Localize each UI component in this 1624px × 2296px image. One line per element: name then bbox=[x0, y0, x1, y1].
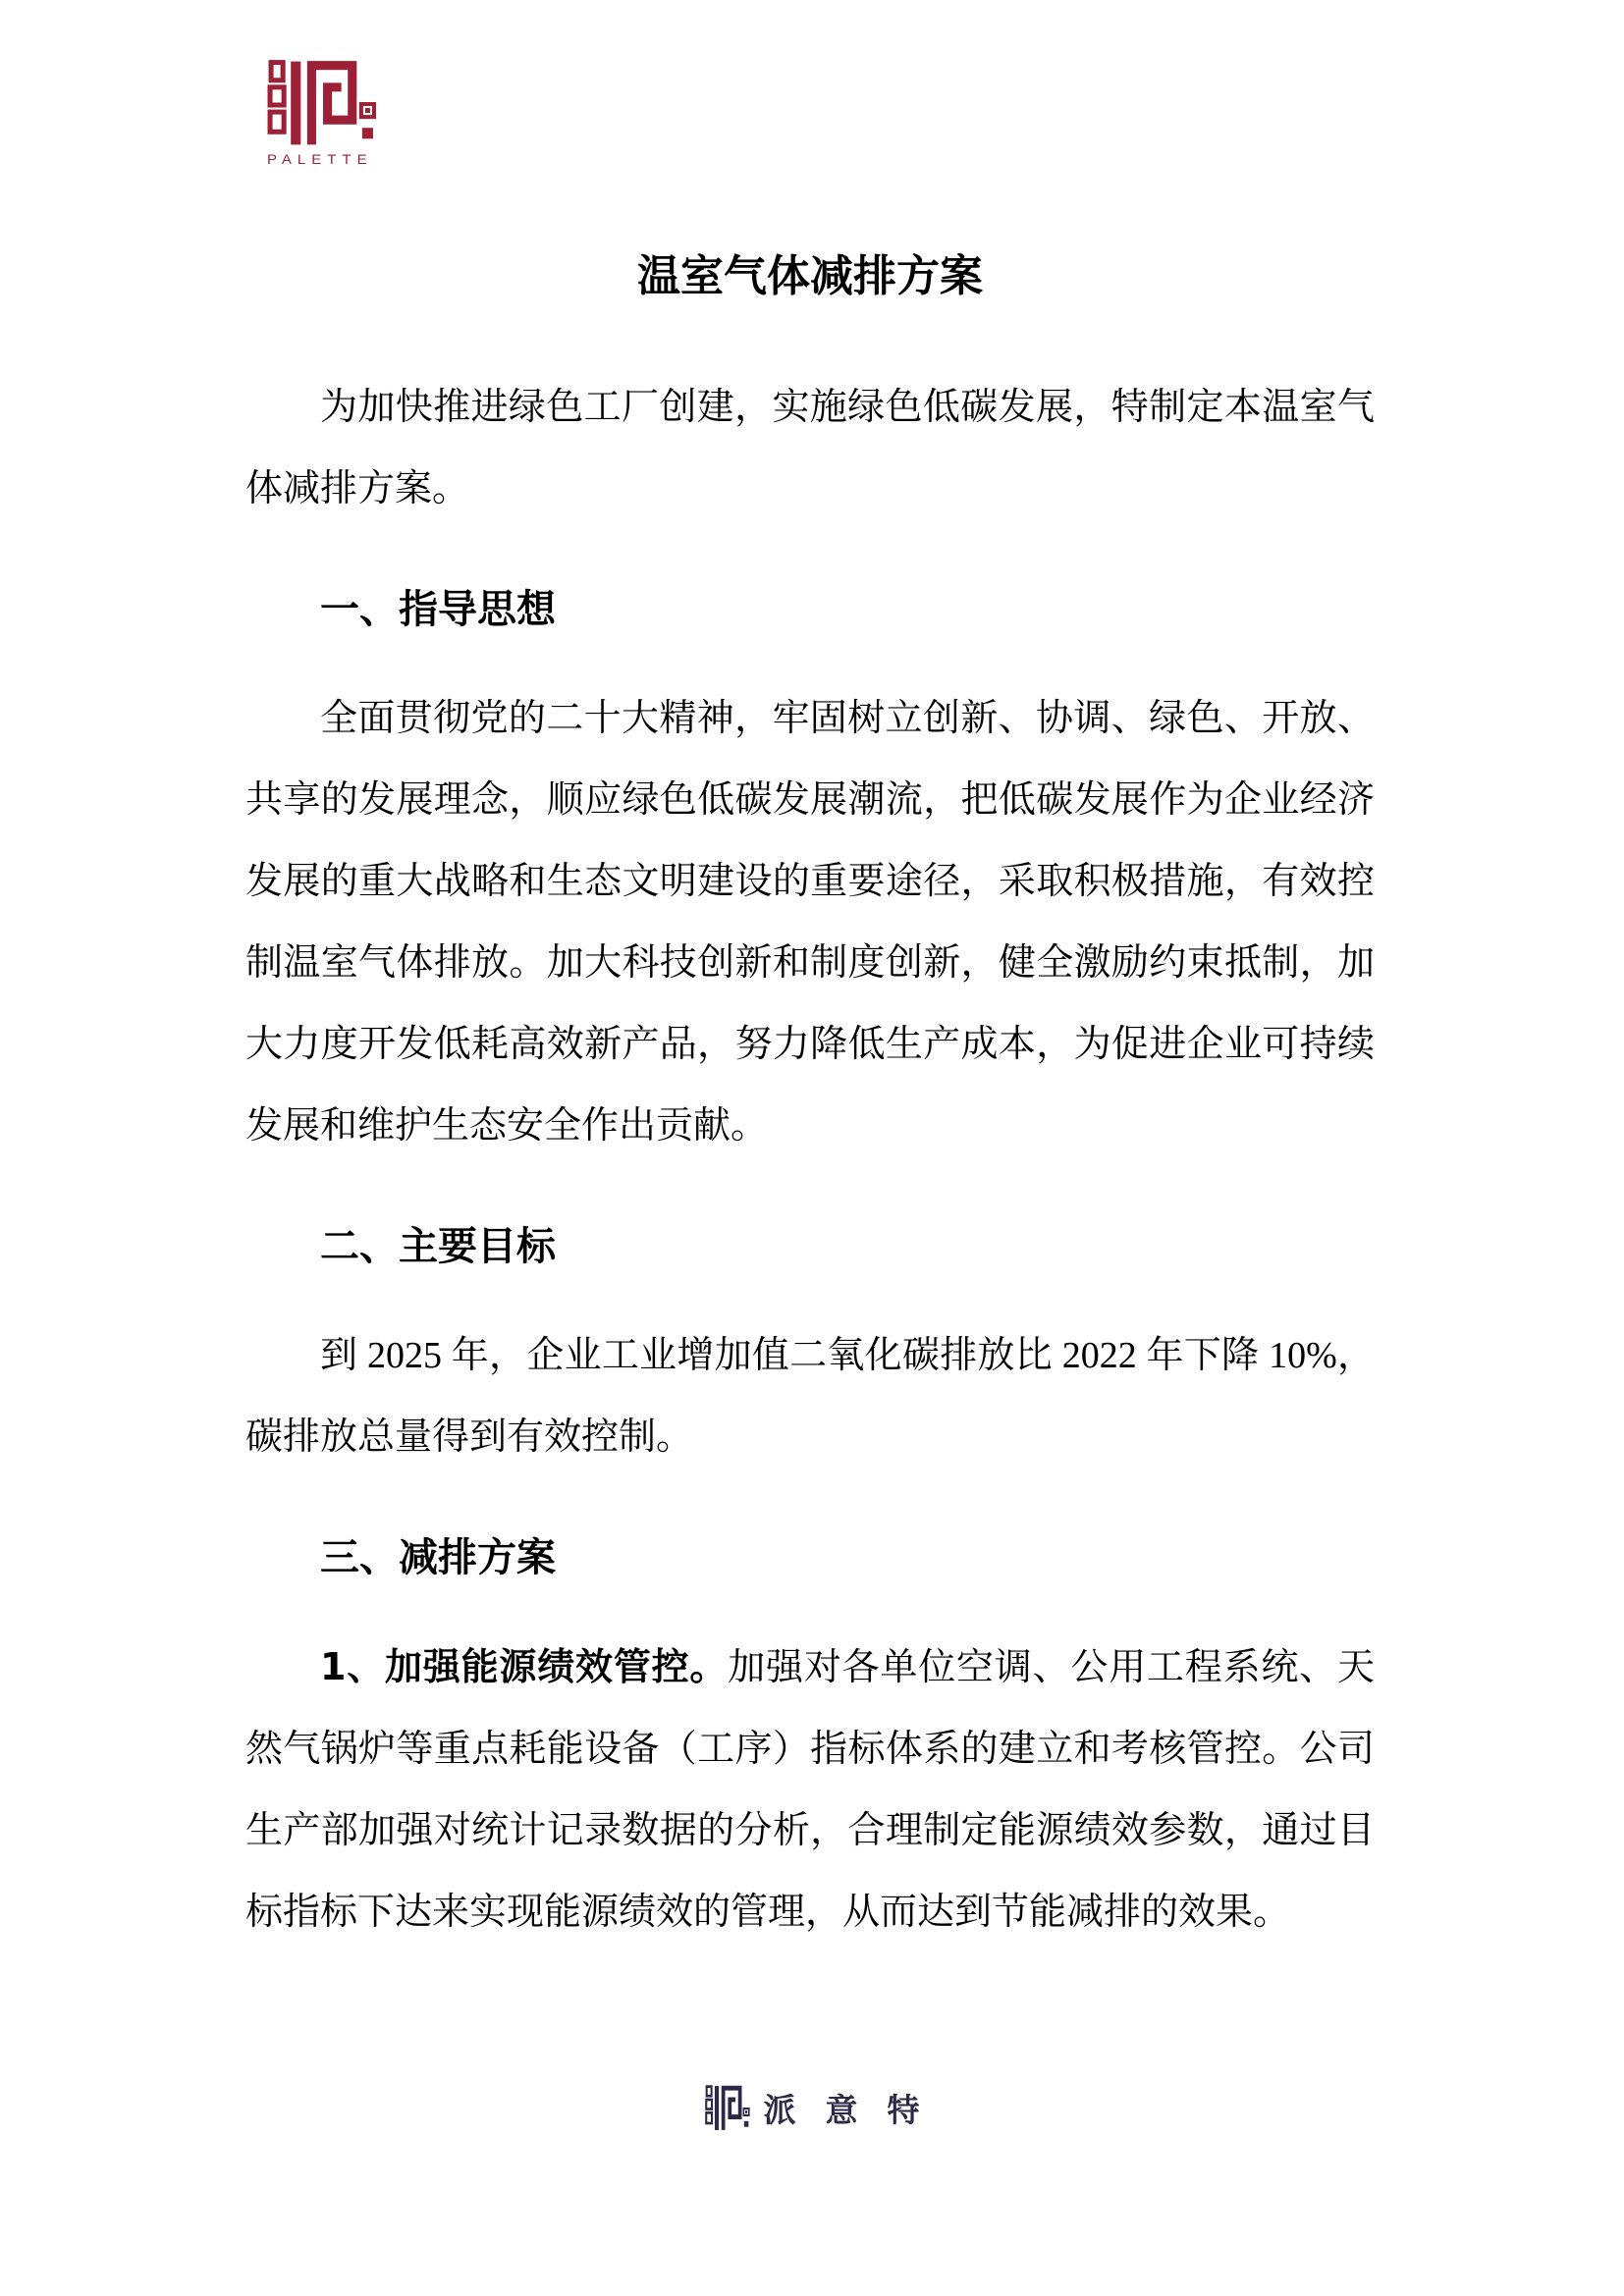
section-heading-3: 三、减排方案 bbox=[320, 1535, 556, 1580]
document-content bbox=[245, 236, 1375, 1953]
header-logo bbox=[267, 59, 379, 168]
intro-paragraph: 为加快推进绿色工厂创建，实施绿色低碳发展，特制定本温室气体减排方案。 bbox=[245, 387, 1375, 509]
palette-wordmark: PALETTE bbox=[267, 151, 373, 168]
palette-maze-icon bbox=[267, 59, 377, 147]
section-heading-1: 一、指导思想 bbox=[320, 587, 556, 632]
footer-wordmark: 派意特 bbox=[763, 2091, 949, 2129]
footer-maze-icon bbox=[705, 2085, 750, 2131]
section-heading-2: 二、主要目标 bbox=[320, 1224, 556, 1269]
item-body: 加强对各单位空调、公用工程系统、天然气锅炉等重点耗能设备（工序）指标体系的建立和考核管控。公司生产部加强对统计记录数据的分析，合理制定能源绩效参数，通过目标指标下达来实现能源绩效的管理，从而达到节能减排的效果。 bbox=[245, 1647, 1375, 1933]
doc-title: 温室气体减排方案 bbox=[637, 252, 983, 300]
item-lead: 1、加强能源绩效管控。 bbox=[320, 1645, 729, 1688]
footer-logo bbox=[0, 2085, 1624, 2131]
section-paragraph-1: 全面贯彻党的二十大精神，牢固树立创新、协调、绿色、开放、共享的发展理念，顺应绿色低碳发展潮流，把低碳发展作为企业经济发展的重大战略和生态文明建设的重要途径，采取积极措施，有效控制温室气体排放。加大科技创新和制度创新，健全激励约束抵制，加大力度开发低耗高效新产品，努力降低生产成本，为促进企业可持续发展和维护生态安全作出贡献。 bbox=[245, 698, 1375, 1147]
section-paragraph-2: 到 2025 年，企业工业增加值二氧化碳排放比 2022 年下降 10%，碳排放总量得到有效控制。 bbox=[245, 1335, 1375, 1458]
section-paragraph-3 bbox=[245, 1627, 1375, 1953]
